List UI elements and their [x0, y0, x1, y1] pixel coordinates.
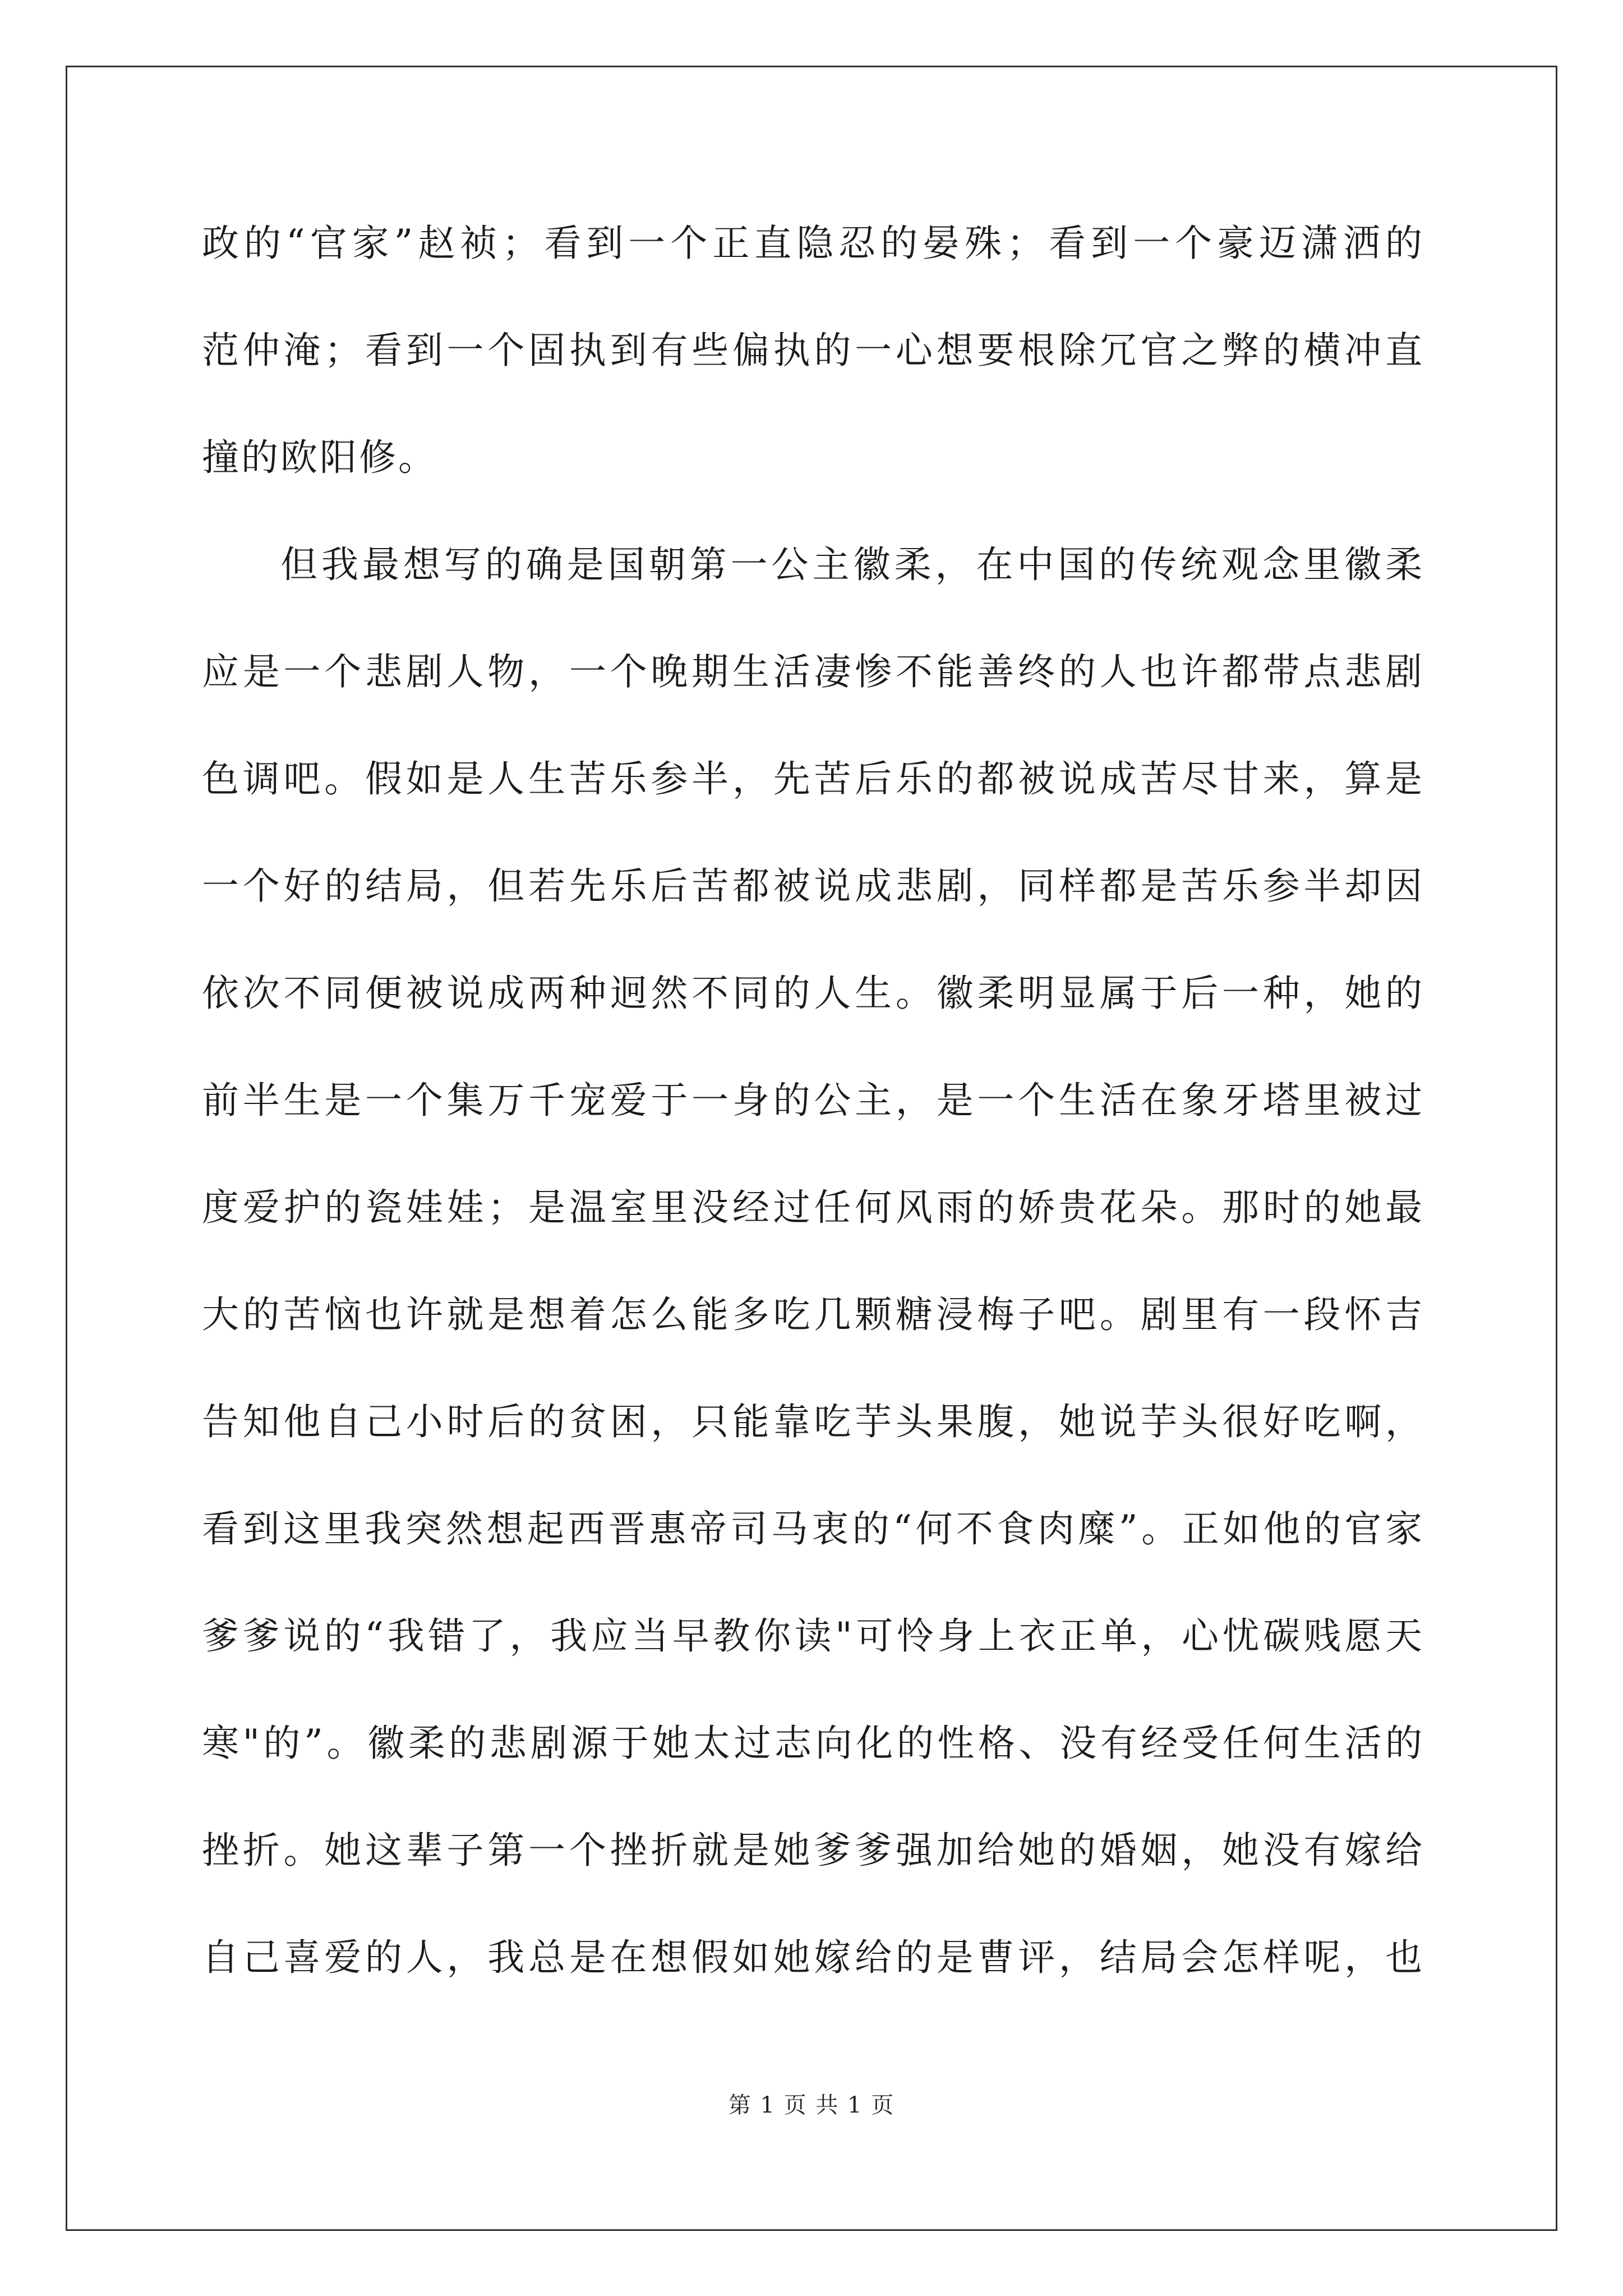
text-line: 应是一个悲剧人物，一个晚期生活凄惨不能善终的人也许都带点悲剧: [202, 650, 1424, 693]
text-line: 告知他自己小时后的贫困，只能靠吃芋头果腹，她说芋头很好吃啊，: [202, 1400, 1424, 1443]
text-line: 政的“官家”赵祯；看到一个正直隐忍的晏殊；看到一个豪迈潇洒的: [202, 222, 1424, 265]
text-line: 撞的欧阳修。: [202, 436, 437, 479]
page-number-label: 第 1 页 共 1 页: [728, 2092, 895, 2118]
text-line: 一个好的结局，但若先乐后苦都被说成悲剧，同样都是苦乐参半却因: [202, 864, 1424, 908]
text-line: 大的苦恼也许就是想着怎么能多吃几颗糖浸梅子吧。剧里有一段怀吉: [202, 1293, 1424, 1336]
page-footer: [0, 2091, 1623, 2119]
text-line: 但我最想写的确是国朝第一公主徽柔，在中国的传统观念里徽柔: [280, 543, 1424, 586]
text-line: 自己喜爱的人，我总是在想假如她嫁给的是曹评，结局会怎样呢，也: [202, 1936, 1424, 1979]
text-line: 挫折。她这辈子第一个挫折就是她爹爹强加给她的婚姻，她没有嫁给: [202, 1829, 1424, 1872]
text-line: 范仲淹；看到一个固执到有些偏执的一心想要根除冗官之弊的横冲直: [202, 329, 1424, 372]
text-line: 看到这里我突然想起西晋惠帝司马衷的“何不食肉糜”。正如他的官家: [202, 1507, 1424, 1550]
text-line: 依次不同便被说成两种迥然不同的人生。徽柔明显属于后一种，她的: [202, 972, 1424, 1015]
text-line: 前半生是一个集万千宠爱于一身的公主，是一个生活在象牙塔里被过: [202, 1079, 1424, 1122]
text-line: 色调吧。假如是人生苦乐参半，先苦后乐的都被说成苦尽甘来，算是: [202, 757, 1424, 800]
text-line: 爹爹说的“我错了，我应当早教你读"可怜身上衣正单，心忧碳贱愿天: [202, 1614, 1424, 1658]
text-line: 寒"的”。徽柔的悲剧源于她太过志向化的性格、没有经受任何生活的: [202, 1722, 1424, 1765]
text-line: 度爱护的瓷娃娃；是温室里没经过任何风雨的娇贵花朵。那时的她最: [202, 1186, 1424, 1229]
document-body: [202, 210, 1424, 2031]
